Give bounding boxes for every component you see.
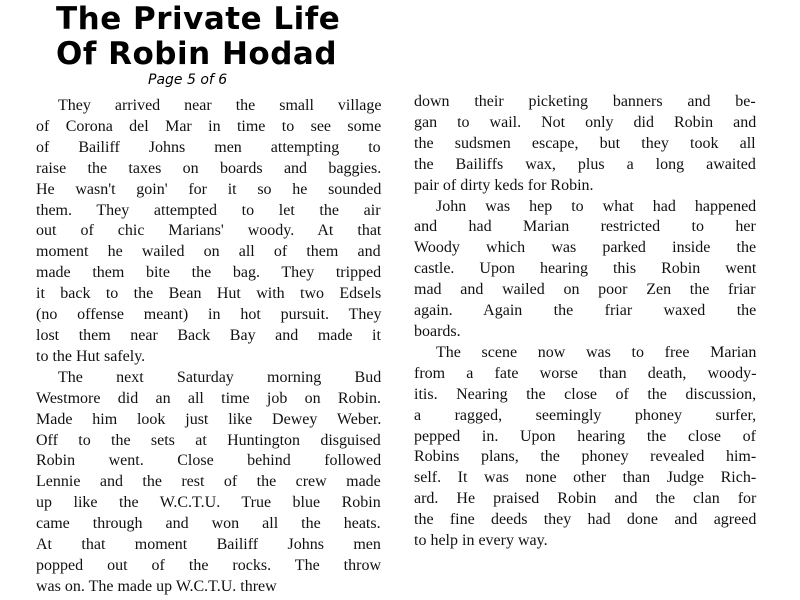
page-indicator: Page 5 of 6 xyxy=(148,72,228,88)
text-line: the Bailiffs wax, plus a long awaited xyxy=(414,155,756,173)
article-title xyxy=(56,2,366,72)
paragraph xyxy=(414,197,756,343)
paragraph xyxy=(414,343,756,552)
text-line: Westmore did an all time job on Robin. xyxy=(36,389,382,407)
paragraph xyxy=(36,96,381,368)
text-line: Made him look just like Dewey Weber. xyxy=(36,410,382,428)
text-line: popped out of the rocks. The throw xyxy=(36,556,381,574)
text-line: John was hep to what had happened xyxy=(436,197,757,215)
text-line: itis. Nearing the close of the discussion, xyxy=(414,385,757,403)
text-line: self. It was none other than Judge Rich- xyxy=(414,469,757,487)
paragraph xyxy=(36,368,381,598)
text-line: They arrived near the small village xyxy=(58,97,382,114)
text-line: pair of dirty keds for Robin. xyxy=(414,176,594,194)
text-line: out of chic Marians' woody. At that xyxy=(36,222,382,240)
text-line: (no offense meant) in hot pursuit. They xyxy=(36,306,382,324)
text-line: of Corona del Mar in time to see some xyxy=(36,117,382,135)
text-line: He wasn't goin' for it so he sounded xyxy=(36,180,382,198)
text-line: of Bailiff Johns men attempting to xyxy=(36,138,381,156)
paragraph xyxy=(414,92,756,197)
text-line: them. They attempted to let the air xyxy=(36,201,381,219)
text-line: the sudsmen escape, but they took all xyxy=(414,134,756,152)
text-line: mad and wailed on poor Zen the friar xyxy=(414,281,756,299)
text-line: castle. Upon hearing this Robin went xyxy=(414,260,757,278)
text-line: pepped in. Upon hearing the close of xyxy=(414,427,756,445)
text-line: At that moment Bailiff Johns men xyxy=(36,536,381,554)
text-line: to help in every way. xyxy=(414,532,548,550)
text-line: The scene now was to free Marian xyxy=(436,343,757,361)
text-line: Woody which was parked inside the xyxy=(414,239,757,257)
left-column xyxy=(36,96,381,598)
text-line: raise the taxes on boards and baggies. xyxy=(36,159,382,177)
text-line: ard. He praised Robin and the clan for xyxy=(414,490,757,508)
text-line: boards. xyxy=(414,322,461,340)
text-line: Robin went. Close behind followed xyxy=(36,452,382,470)
text-line: from a fate worse than death, woody- xyxy=(414,364,757,382)
text-line: again. Again the friar waxed the xyxy=(414,302,757,320)
text-line: lost them near Back Bay and made it xyxy=(36,326,381,344)
text-line: down their picketing banners and be- xyxy=(414,93,756,110)
text-line: Lennie and the rest of the crew made xyxy=(36,473,381,491)
text-line: gan to wail. Not only did Robin and xyxy=(414,113,757,131)
text-line: to the Hut safely. xyxy=(36,347,146,365)
text-line: it back to the Bean Hut with two Edsels xyxy=(36,285,382,303)
text-line: and had Marian restricted to her xyxy=(414,218,756,236)
article-title-line-1: The Private Life xyxy=(56,1,341,37)
text-line: was on. The made up W.C.T.U. threw xyxy=(36,577,277,595)
text-line: made them bite the bag. They tripped xyxy=(36,264,382,282)
text-line: a ragged, seemingly phoney surfer, xyxy=(414,406,757,424)
right-column xyxy=(414,92,756,552)
text-line: The next Saturday morning Bud xyxy=(58,368,382,386)
text-line: up like the W.C.T.U. True blue Robin xyxy=(36,494,381,512)
text-line: Off to the sets at Huntington disguised xyxy=(36,431,381,449)
text-line: Robins plans, the phoney revealed him- xyxy=(414,448,757,466)
text-line: the fine deeds they had done and agreed xyxy=(414,511,757,529)
text-line: moment he wailed on all of them and xyxy=(36,243,381,261)
text-line: came through and won all the heats. xyxy=(36,515,381,533)
article-title-line-2: Of Robin Hodad xyxy=(56,36,338,72)
